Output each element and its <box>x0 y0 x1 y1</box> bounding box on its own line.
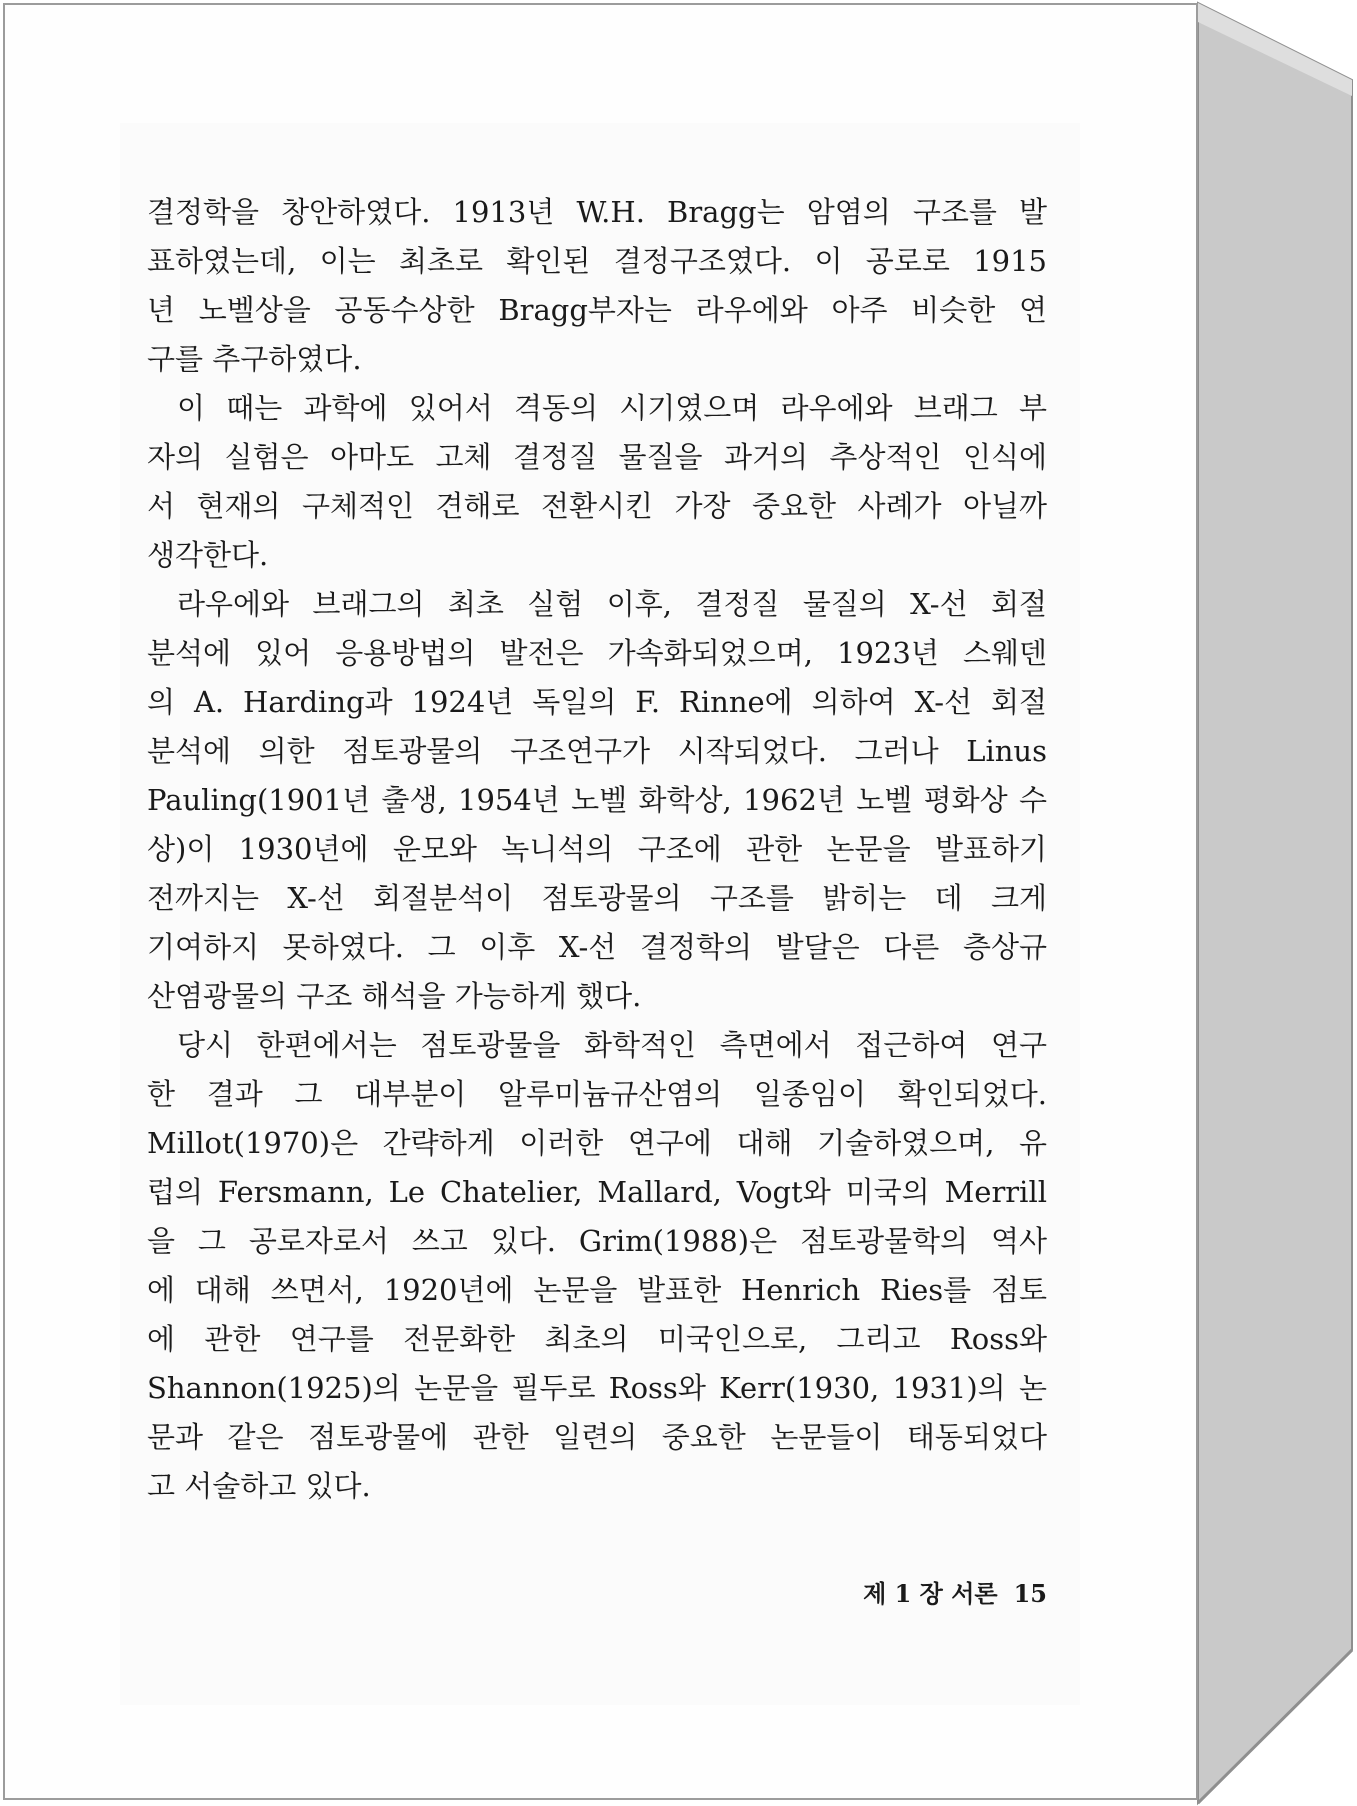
paragraph-2 <box>147 384 1047 580</box>
text-line: 전까지는 X-선 회절분석이 점토광물의 구조를 밝히는 데 크게 <box>147 881 1047 915</box>
text-line: 자의 실험은 아마도 고체 결정질 물질을 과거의 추상적인 인식에 <box>147 440 1047 474</box>
text-line: 고 서술하고 있다. <box>147 1469 371 1503</box>
text-line: 라우에와 브래그의 최초 실험 이후, 결정질 물질의 X-선 회절 <box>177 587 1047 621</box>
chapter-title: 제 1 장 서론 <box>863 1579 998 1608</box>
page-number: 15 <box>1013 1579 1047 1608</box>
text-line: 에 관한 연구를 전문화한 최초의 미국인으로, 그리고 Ross와 <box>147 1322 1047 1356</box>
text-line: 한 결과 그 대부분이 알루미늄규산염의 일종임이 확인되었다. <box>147 1077 1047 1111</box>
paragraph-4 <box>147 1021 1047 1511</box>
text-line: 분석에 의한 점토광물의 구조연구가 시작되었다. 그러나 Linus <box>147 734 1047 768</box>
text-line: 구를 추구하였다. <box>147 342 362 376</box>
text-line: 상)이 1930년에 운모와 녹니석의 구조에 관한 논문을 발표하기 <box>147 832 1047 866</box>
text-line: 분석에 있어 응용방법의 발전은 가속화되었으며, 1923년 스웨덴 <box>147 636 1047 670</box>
body-text <box>147 188 1047 1511</box>
text-line: 이 때는 과학에 있어서 격동의 시기였으며 라우에와 브래그 부 <box>177 391 1047 425</box>
text-line: 문과 같은 점토광물에 관한 일련의 중요한 논문들이 태동되었다 <box>147 1420 1047 1454</box>
text-line: 생각한다. <box>147 538 269 572</box>
text-line: 당시 한편에서는 점토광물을 화학적인 측면에서 접근하여 연구 <box>177 1028 1047 1062</box>
text-line: Shannon(1925)의 논문을 필두로 Ross와 Kerr(1930, 1931)의 논 <box>147 1371 1047 1405</box>
text-line: 럽의 Fersmann, Le Chatelier, Mallard, Vogt와 미국의 Merrill <box>147 1175 1047 1209</box>
paragraph-1 <box>147 188 1047 384</box>
text-line: 년 노벨상을 공동수상한 Bragg부자는 라우에와 아주 비슷한 연 <box>147 293 1047 327</box>
text-line: 결정학을 창안하였다. 1913년 W.H. Bragg는 암염의 구조를 발 <box>147 195 1047 229</box>
page-footer <box>820 1574 1047 1609</box>
text-line: 산염광물의 구조 해석을 가능하게 했다. <box>147 979 642 1013</box>
text-line: 표하였는데, 이는 최초로 확인된 결정구조였다. 이 공로로 1915 <box>147 244 1047 278</box>
text-line: Millot(1970)은 간략하게 이러한 연구에 대해 기술하였으며, 유 <box>147 1126 1047 1160</box>
text-line: 을 그 공로자로서 쓰고 있다. Grim(1988)은 점토광물학의 역사 <box>147 1224 1047 1258</box>
text-line: 에 대해 쓰면서, 1920년에 논문을 발표한 Henrich Ries를 점토 <box>147 1273 1047 1307</box>
text-line: Pauling(1901년 출생, 1954년 노벨 화학상, 1962년 노벨 평화상 수 <box>147 783 1047 817</box>
text-line: 의 A. Harding과 1924년 독일의 F. Rinne에 의하여 X-선 회절 <box>147 685 1047 719</box>
text-line: 서 현재의 구체적인 견해로 전환시킨 가장 중요한 사례가 아닐까 <box>147 489 1047 523</box>
text-line: 기여하지 못하였다. 그 이후 X-선 결정학의 발달은 다른 층상규 <box>147 930 1047 964</box>
paragraph-3 <box>147 580 1047 1021</box>
